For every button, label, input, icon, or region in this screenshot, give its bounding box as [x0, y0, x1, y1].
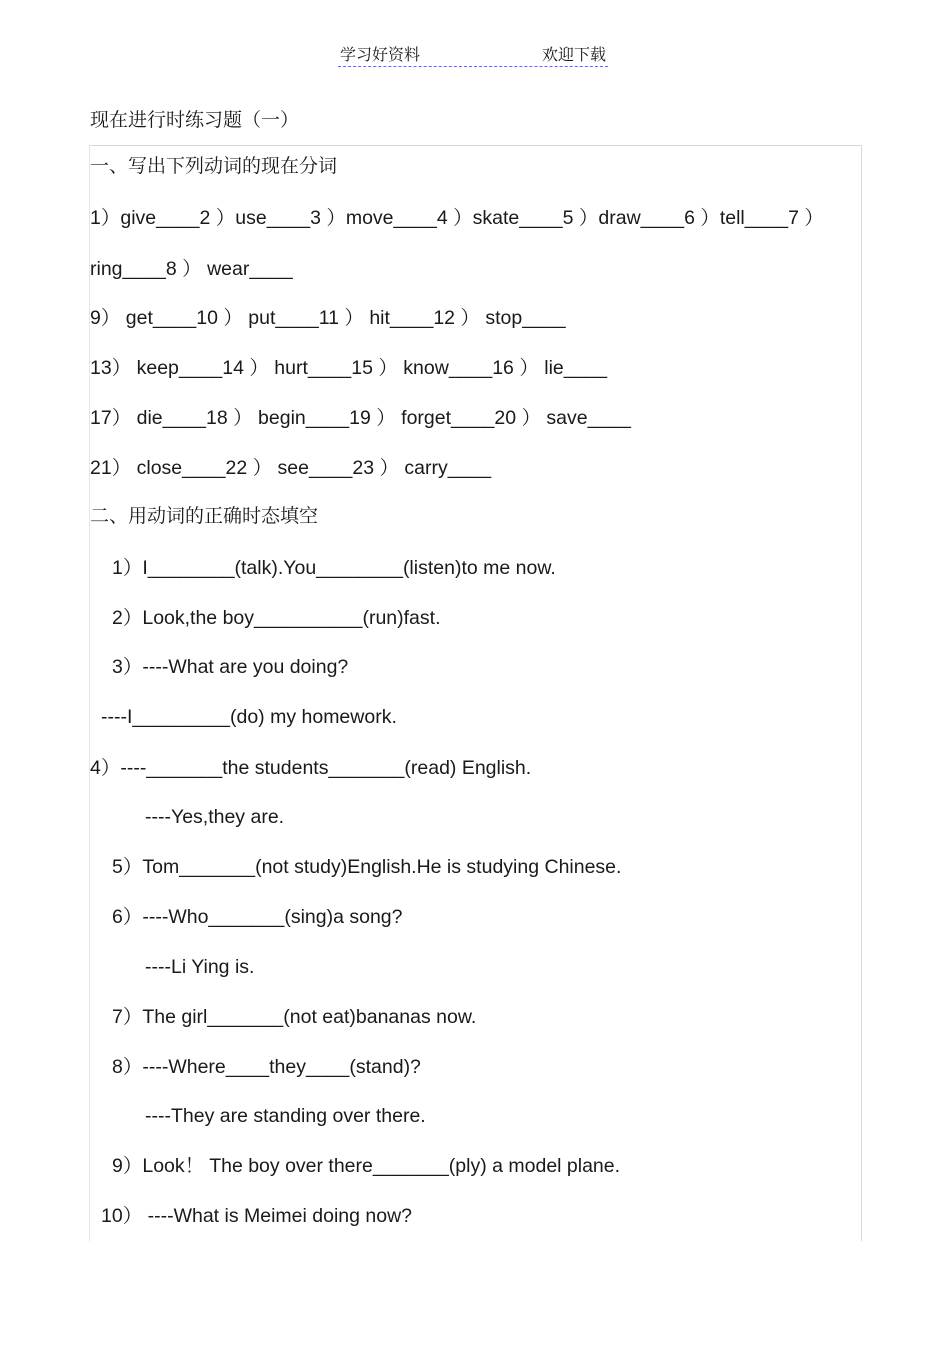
exercise-line: 9） get____10 ） put____11 ） hit____12 ） stop____: [90, 307, 566, 329]
exercise-line: 13） keep____14 ） hurt____15 ） know____16 ） lie____: [90, 357, 608, 379]
exercise-line: 1）I________(talk).You________(listen)to me now.: [112, 557, 556, 579]
header-right-text: 欢迎下载: [541, 45, 606, 64]
exercise-line: 2）Look,the boy__________(run)fast.: [112, 607, 441, 629]
exercise-line: 9）Look！ The boy over there_______(ply) a model plane.: [112, 1155, 621, 1177]
exercise-line: 5）Tom_______(not study)English.He is studying Chinese.: [112, 856, 622, 878]
exercise-line: ----Li Ying is.: [145, 956, 255, 978]
exercise-line: 3）----What are you doing?: [112, 656, 349, 678]
page-title: 现在进行时练习题（一）: [90, 109, 300, 131]
exercise-line: ring____8 ） wear____: [90, 258, 293, 280]
exercise-line: ----Yes,they are.: [145, 806, 285, 828]
exercise-line: 21） close____22 ） see____23 ） carry____: [90, 457, 492, 479]
exercise-line: ----They are standing over there.: [145, 1105, 426, 1127]
exercise-line: 7）The girl_______(not eat)bananas now.: [112, 1006, 477, 1028]
header-left-text: 学习好资料: [340, 45, 421, 64]
section1-heading: 一、写出下列动词的现在分词: [90, 155, 338, 177]
exercise-line: 8）----Where____they____(stand)?: [112, 1056, 421, 1078]
exercise-line: 6）----Who_______(sing)a song?: [112, 906, 403, 928]
exercise-line: ----I_________(do) my homework.: [101, 706, 397, 728]
exercise-line: 10） ----What is Meimei doing now?: [101, 1205, 413, 1227]
page-header: [338, 40, 608, 67]
exercise-line: 4）----_______the students_______(read) English.: [90, 757, 532, 779]
section2-heading: 二、用动词的正确时态填空: [90, 505, 319, 527]
exercise-line: 1）give____2 ）use____3 ）move____4 ）skate____5 ）draw____6 ）tell____7 ）: [90, 207, 824, 229]
exercise-line: 17） die____18 ） begin____19 ） forget____20 ） save____: [90, 407, 631, 429]
